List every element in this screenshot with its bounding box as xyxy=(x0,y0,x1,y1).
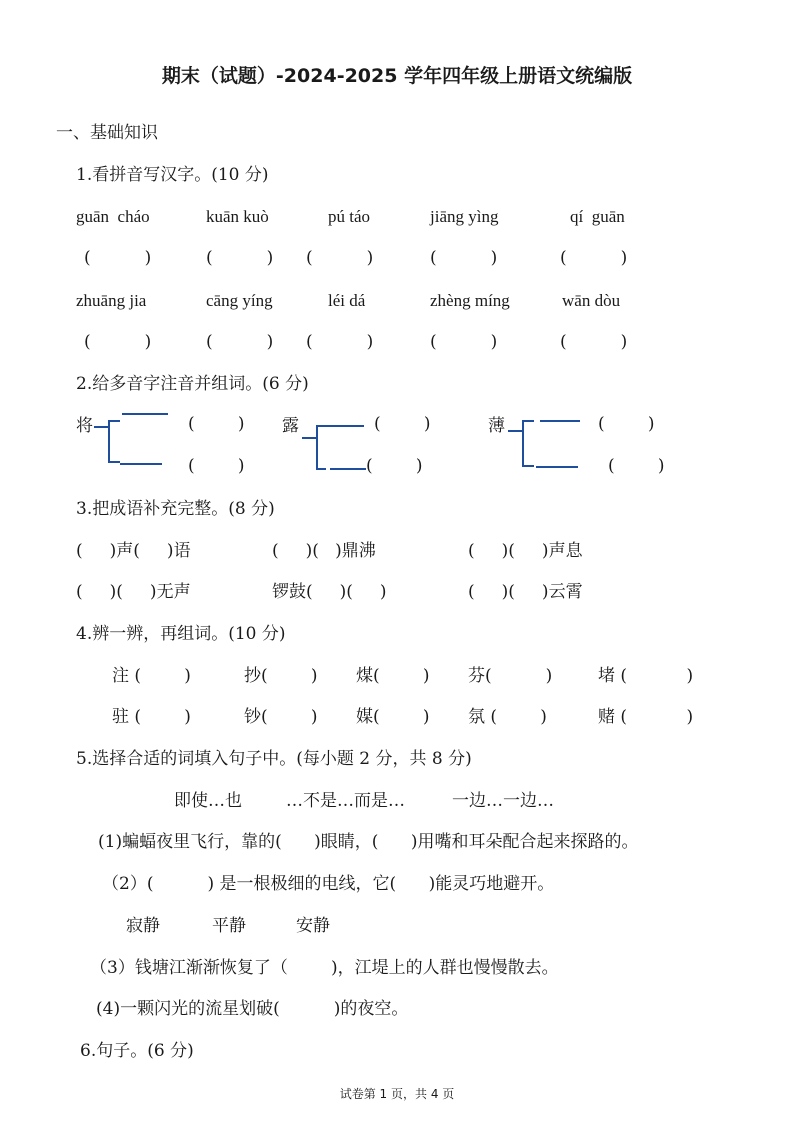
word-blank[interactable]: ( ) xyxy=(188,456,245,476)
pinyin-item: léi dá xyxy=(328,291,366,310)
word-blank[interactable]: 芬( ) xyxy=(468,666,553,686)
question-3-heading: 3.把成语补充完整。(8 分) xyxy=(76,499,275,519)
pinyin-line[interactable] xyxy=(330,468,366,470)
option-word: 安静 xyxy=(296,916,330,936)
word-blank[interactable]: 媒( ) xyxy=(356,707,430,727)
pinyin-line[interactable] xyxy=(326,425,364,427)
option-word: …不是…而是… xyxy=(286,791,405,811)
answer-blank[interactable]: ( ) xyxy=(206,248,274,268)
word-blank[interactable]: 赌 ( ) xyxy=(598,707,694,727)
bracket-vertical xyxy=(316,425,318,469)
option-word: 即使…也 xyxy=(174,791,242,811)
pinyin-line[interactable] xyxy=(540,420,580,422)
word-blank[interactable]: 煤( ) xyxy=(356,666,430,686)
bracket-stem xyxy=(508,430,522,432)
sentence-item[interactable]: （3）钱塘江渐渐恢复了（ )，江堤上的人群也慢慢散去。 xyxy=(90,958,559,978)
answer-blank[interactable]: ( ) xyxy=(84,332,152,352)
word-blank[interactable]: 堵 ( ) xyxy=(598,666,694,686)
pinyin-item: guān cháo xyxy=(76,207,150,226)
bracket-stem xyxy=(94,426,108,428)
question-4-heading: 4.辨一辨，再组词。(10 分) xyxy=(76,624,286,644)
pinyin-line[interactable] xyxy=(536,466,578,468)
word-blank[interactable]: 氛 ( ) xyxy=(468,707,547,727)
bracket-vertical xyxy=(522,420,524,466)
answer-blank[interactable]: ( ) xyxy=(560,332,628,352)
pinyin-item: wān dòu xyxy=(562,291,621,310)
word-blank[interactable]: 抄( ) xyxy=(244,666,318,686)
pinyin-item: jiāng yìng xyxy=(430,207,499,226)
bracket-arm xyxy=(316,468,326,470)
question-6-heading: 6.句子。(6 分) xyxy=(80,1041,194,1061)
word-blank[interactable]: 驻 ( ) xyxy=(112,707,191,727)
idiom-blank[interactable]: ( )声( )语 xyxy=(76,541,191,561)
answer-blank[interactable]: ( ) xyxy=(84,248,152,268)
pinyin-item: pú táo xyxy=(328,207,371,226)
sentence-item[interactable]: （2）( ) 是一根极细的电线，它( )能灵巧地避开。 xyxy=(102,874,555,894)
option-word: 平静 xyxy=(212,916,246,936)
polyphone-char: 将 xyxy=(76,416,93,436)
bracket-arm xyxy=(108,420,120,422)
section-heading: 一、基础知识 xyxy=(56,123,158,143)
pinyin-item: qí guān xyxy=(570,207,625,226)
bracket-vertical xyxy=(108,420,110,462)
pinyin-item: zhuāng jia xyxy=(76,291,147,310)
bracket-arm xyxy=(316,425,326,427)
bracket-arm xyxy=(522,420,534,422)
bracket-arm xyxy=(522,465,534,467)
pinyin-item: cāng yíng xyxy=(206,291,273,310)
idiom-blank[interactable]: ( )( )鼎沸 xyxy=(272,541,376,561)
word-blank[interactable]: ( ) xyxy=(188,414,245,434)
option-word: 寂静 xyxy=(126,916,160,936)
polyphone-char: 薄 xyxy=(488,416,505,436)
word-blank[interactable]: 钞( ) xyxy=(244,707,318,727)
word-blank[interactable]: ( ) xyxy=(598,414,655,434)
sentence-item[interactable]: (1)蝙蝠夜里飞行，靠的( )眼睛，( )用嘴和耳朵配合起来探路的。 xyxy=(98,832,639,852)
page-footer: 试卷第 1 页，共 4 页 xyxy=(339,1087,455,1101)
question-1-heading: 1.看拼音写汉字。(10 分) xyxy=(76,165,269,185)
bracket-arm xyxy=(108,461,120,463)
answer-blank[interactable]: ( ) xyxy=(430,248,498,268)
pinyin-item: zhèng míng xyxy=(430,291,510,310)
pinyin-line[interactable] xyxy=(120,463,162,465)
word-blank[interactable]: 注 ( ) xyxy=(112,666,191,686)
page-title: 期末（试题）-2024-2025 学年四年级上册语文统编版 xyxy=(161,65,633,87)
idiom-blank[interactable]: ( )( )声息 xyxy=(468,541,583,561)
sentence-item[interactable]: (4)一颗闪光的流星划破( )的夜空。 xyxy=(96,999,409,1019)
word-blank[interactable]: ( ) xyxy=(608,456,665,476)
pinyin-line[interactable] xyxy=(122,413,168,415)
word-blank[interactable]: ( ) xyxy=(374,414,431,434)
answer-blank[interactable]: ( ) xyxy=(306,248,374,268)
idiom-blank[interactable]: ( )( )云霄 xyxy=(468,582,583,602)
bracket-stem xyxy=(302,437,316,439)
pinyin-item: kuān kuò xyxy=(206,207,269,226)
word-blank[interactable]: ( ) xyxy=(366,456,423,476)
polyphone-char: 露 xyxy=(282,416,299,436)
question-2-heading: 2.给多音字注音并组词。(6 分) xyxy=(76,374,309,394)
answer-blank[interactable]: ( ) xyxy=(430,332,498,352)
idiom-blank[interactable]: 锣鼓( )( ) xyxy=(272,582,387,602)
question-5-heading: 5.选择合适的词填入句子中。(每小题 2 分，共 8 分) xyxy=(76,749,472,769)
answer-blank[interactable]: ( ) xyxy=(206,332,274,352)
answer-blank[interactable]: ( ) xyxy=(560,248,628,268)
answer-blank[interactable]: ( ) xyxy=(306,332,374,352)
idiom-blank[interactable]: ( )( )无声 xyxy=(76,582,191,602)
option-word: 一边…一边… xyxy=(452,791,554,811)
